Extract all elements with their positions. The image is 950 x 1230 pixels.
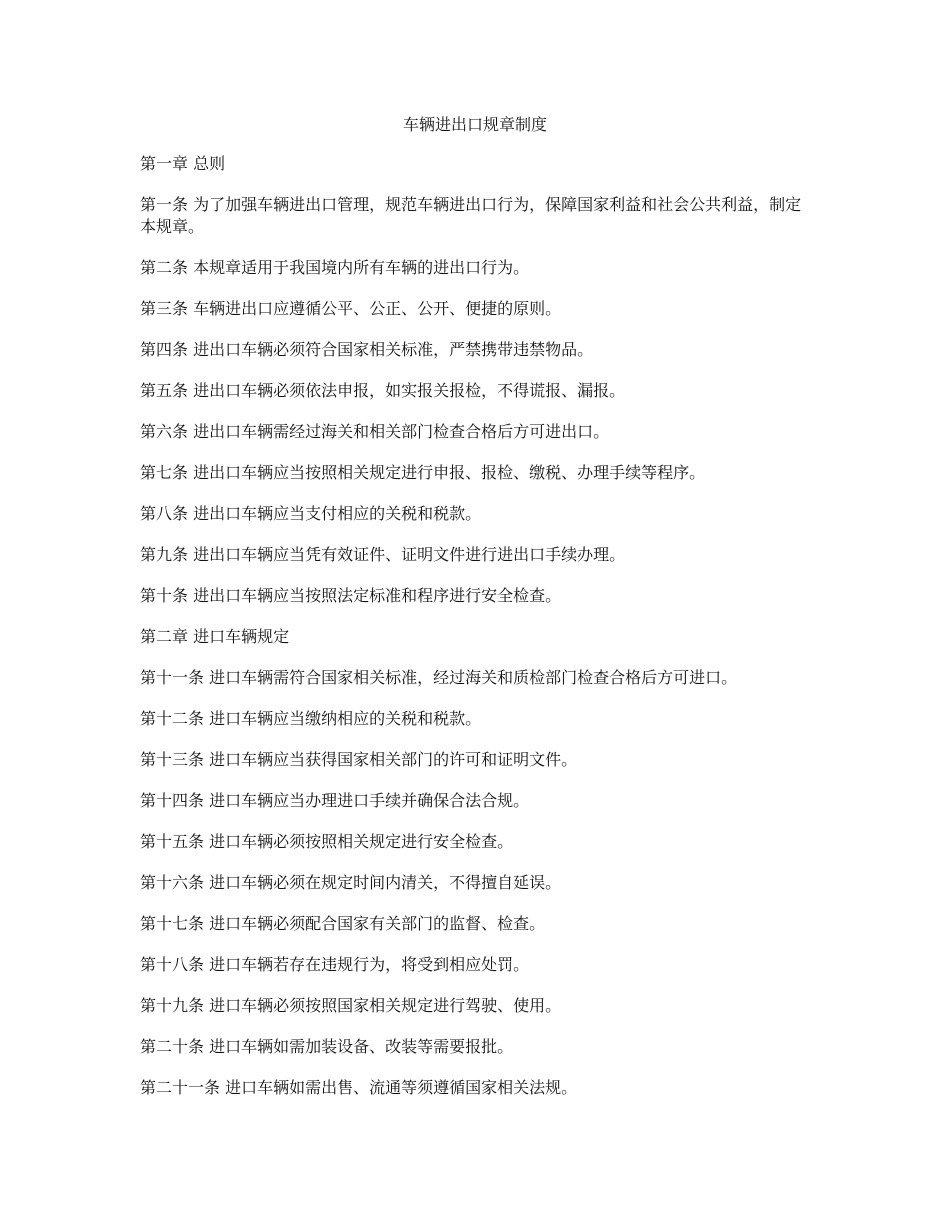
article-5: 第五条 进出口车辆必须依法申报，如实报关报检，不得谎报、漏报。 — [140, 381, 626, 400]
article-17: 第十七条 进口车辆必须配合国家有关部门的监督、检查。 — [140, 914, 546, 933]
chapter-heading-2: 第二章 进口车辆规定 — [140, 627, 290, 646]
chapter-heading-1: 第一章 总则 — [140, 154, 226, 173]
article-3: 第三条 车辆进出口应遵循公平、公正、公开、便捷的原则。 — [140, 299, 562, 318]
article-7: 第七条 进出口车辆应当按照相关规定进行申报、报检、缴税、办理手续等程序。 — [140, 463, 706, 482]
document-title: 车辆进出口规章制度 — [402, 115, 547, 134]
article-16: 第十六条 进口车辆必须在规定时间内清关，不得擅自延误。 — [140, 873, 562, 892]
article-18: 第十八条 进口车辆若存在违规行为，将受到相应处罚。 — [140, 955, 530, 974]
article-14: 第十四条 进口车辆应当办理进口手续并确保合法合规。 — [140, 791, 530, 810]
article-2: 第二条 本规章适用于我国境内所有车辆的进出口行为。 — [140, 258, 530, 277]
article-21: 第二十一条 进口车辆如需出售、流通等须遵循国家相关法规。 — [140, 1078, 578, 1097]
article-4: 第四条 进出口车辆必须符合国家相关标准，严禁携带违禁物品。 — [140, 340, 594, 359]
article-20: 第二十条 进口车辆如需加装设备、改装等需要报批。 — [140, 1037, 514, 1056]
article-8: 第八条 进出口车辆应当支付相应的关税和税款。 — [140, 504, 482, 523]
article-6: 第六条 进出口车辆需经过海关和相关部门检查合格后方可进出口。 — [140, 422, 610, 441]
article-19: 第十九条 进口车辆必须按照国家相关规定进行驾驶、使用。 — [140, 996, 562, 1015]
article-1: 第一条 为了加强车辆进出口管理，规范车辆进出口行为，保障国家利益和社会公共利益，制定本规章。 — [140, 195, 802, 236]
article-13: 第十三条 进口车辆应当获得国家相关部门的许可和证明文件。 — [140, 750, 578, 769]
article-11: 第十一条 进口车辆需符合国家相关标准，经过海关和质检部门检查合格后方可进口。 — [140, 668, 738, 687]
document-body — [140, 153, 812, 1118]
article-12: 第十二条 进口车辆应当缴纳相应的关税和税款。 — [140, 709, 482, 728]
article-10: 第十条 进出口车辆应当按照法定标准和程序进行安全检查。 — [140, 586, 562, 605]
article-9: 第九条 进出口车辆应当凭有效证件、证明文件进行进出口手续办理。 — [140, 545, 626, 564]
article-15: 第十五条 进口车辆必须按照相关规定进行安全检查。 — [140, 832, 514, 851]
